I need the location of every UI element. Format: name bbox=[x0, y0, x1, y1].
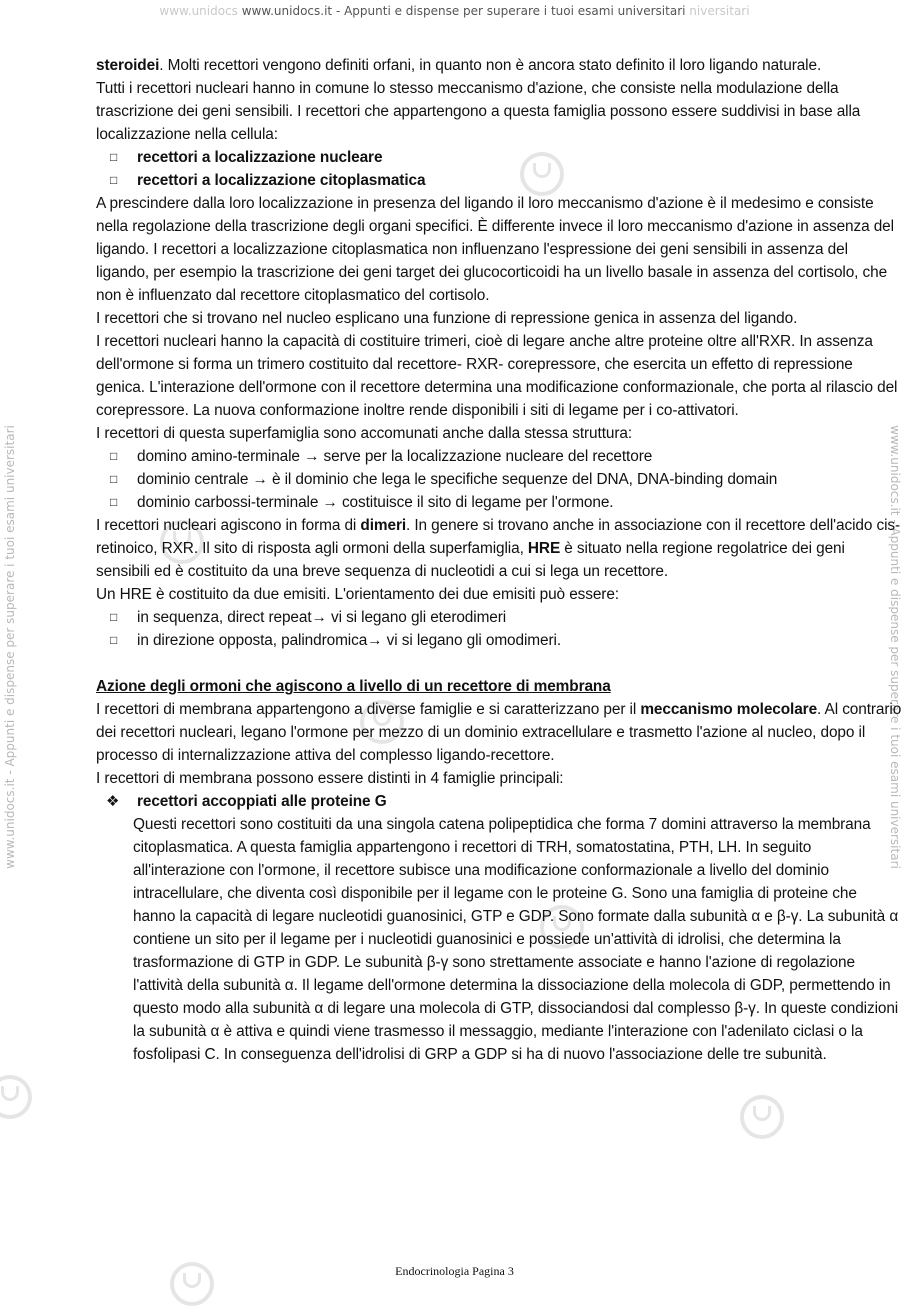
square-bullet-icon: □ bbox=[110, 449, 118, 463]
square-bullet-icon: □ bbox=[110, 472, 118, 486]
square-bullet-icon: □ bbox=[110, 150, 118, 164]
list-item: ❖ recettori accoppiati alle proteine G bbox=[96, 790, 902, 813]
watermark-ghost-left: www.unidocs bbox=[159, 4, 238, 18]
page-footer: Endocrinologia Pagina 3 bbox=[395, 1264, 514, 1278]
watermark-top bbox=[0, 4, 909, 18]
diamond-bullet-icon: ❖ bbox=[106, 793, 120, 810]
paragraph-2: Tutti i recettori nucleari hanno in comune lo stesso meccanismo d'azione, che consiste nella modulazione della trascrizione dei geni sensibili. I recettori che appartengono a questa famiglia possono essere suddivisi in base alla localizzazione nella cellula: bbox=[96, 80, 861, 143]
list-item: □ recettori a localizzazione nucleare bbox=[96, 146, 902, 169]
unidocs-logo-icon bbox=[0, 1075, 32, 1119]
watermark-right: www.unidocs.it - Appunti e dispense per superare i tuoi esami universitari bbox=[888, 425, 902, 869]
unidocs-logo-icon bbox=[740, 1095, 784, 1139]
section-heading: Azione degli ormoni che agiscono a livello di un recettore di membrana bbox=[96, 678, 611, 695]
square-bullet-icon: □ bbox=[110, 633, 118, 647]
watermark-text: www.unidocs.it - Appunti e dispense per superare i tuoi esami universitari bbox=[241, 4, 686, 18]
paragraph-11: Questi recettori sono costituiti da una singola catena polipeptidica che forma 7 domini attraverso la membrana citoplasmatica. A questa famiglia appartengono i recettori di TRH, somatostatina, PTH, LH. In seguito all'interazione con l'ormone, il recettore subisce una modificazione conformazionale a livello del dominio intracellulare, che diventa così disponibile per il legame con le proteine G. Sono una famiglia di proteine che hanno la capacità di legare nucleotidi guanosinici, GTP e GDP. Sono formate dalla subunità α e β-γ. La subunità α contiene un sito per il legame per i nucleotidi guanosinici e possiede un'attività di idrolisi, che determina la trasformazione di GTP in GDP. Le subunità β-γ sono strettamente associate e hanno l'azione di regolazione l'attività della subunità α. Il legame dell'ormone determina la dissociazione della molecola di GDP, permettendo in questo modo alla subunità α di legare una molecola di GTP, dissociandosi dal complesso β-γ. In queste condizioni la subunità α è attiva e quindi viene trasmesso il messaggio, mediante l'interazione con l'adenilato ciclasi o la fosfolipasi C. In conseguenza dell'idrolisi di GRP a GDP si ha di nuovo l'associazione delle tre subunità. bbox=[133, 816, 899, 1063]
square-bullet-icon: □ bbox=[110, 610, 118, 624]
paragraph-6: I recettori di questa superfamiglia sono accomunati anche dalla stessa struttura: bbox=[96, 425, 632, 442]
paragraph-3: A prescindere dalla loro localizzazione in presenza del ligando il loro meccanismo d'azione è il medesimo e consiste nella regolazione della trascrizione degli organi specifici. È differente invece il loro meccanismo d'azione in assenza del ligando. I recettori a localizzazione citoplasmatica non influenzano l'espressione dei geni sensibili in assenza del ligando, per esempio la trascrizione dei geni target dei glucocorticoidi ha un livello basale in assenza del cortisolo, che non è influenzato dal recettore citoplasmatico del cortisolo. bbox=[96, 195, 894, 304]
spacer bbox=[96, 652, 902, 675]
paragraph-1: steroidei. Molti recettori vengono definiti orfani, in quanto non è ancora stato definito il loro ligando naturale. bbox=[96, 57, 822, 74]
list-item: □ in sequenza, direct repeat→ vi si legano gli eterodimeri bbox=[96, 606, 902, 629]
paragraph-10: I recettori di membrana possono essere distinti in 4 famiglie principali: bbox=[96, 770, 564, 787]
paragraph-9: I recettori di membrana appartengono a diverse famiglie e si caratterizzano per il meccanismo molecolare. Al contrario dei recettori nucleari, legano l'ormone per mezzo di un dominio extracellulare e trasmetto l'azione al nucleo, dopo il processo di internalizzazione attiva del complesso ligando-recettore. bbox=[96, 701, 902, 764]
watermark-left: www.unidocs.it - Appunti e dispense per superare i tuoi esami universitari bbox=[3, 425, 17, 869]
list-item: □ recettori a localizzazione citoplasmatica bbox=[96, 169, 902, 192]
square-bullet-icon: □ bbox=[110, 495, 118, 509]
paragraph-7: I recettori nucleari agiscono in forma di dimeri. In genere si trovano anche in associazione con il recettore dell'acido cis-retinoico, RXR. Il sito di risposta agli ormoni della superfamiglia, HRE è situato nella regione regolatrice dei geni sensibili ed è costituito da una breve sequenza di nucleotidi a cui si lega un recettore. bbox=[96, 517, 901, 580]
list-item: □ dominio centrale → è il dominio che lega le specifiche sequenze del DNA, DNA-binding domain bbox=[96, 468, 902, 491]
list-item: □ in direzione opposta, palindromica→ vi si legano gli omodimeri. bbox=[96, 629, 902, 652]
list-item: □ dominio carbossi-terminale → costituisce il sito di legame per l'ormone. bbox=[96, 491, 902, 514]
watermark-ghost-right: niversitari bbox=[689, 4, 750, 18]
list-item: □ domino amino-terminale → serve per la localizzazione nucleare del recettore bbox=[96, 445, 902, 468]
paragraph-4: I recettori che si trovano nel nucleo esplicano una funzione di repressione genica in assenza del ligando. bbox=[96, 310, 798, 327]
document-body bbox=[96, 54, 902, 1066]
square-bullet-icon: □ bbox=[110, 173, 118, 187]
paragraph-5: I recettori nucleari hanno la capacità di costituire trimeri, cioè di legare anche altre proteine oltre all'RXR. In assenza dell'ormone si forma un trimero costituito dal recettore- RXR- corepressore, che esercita un effetto di repressione genica. L'interazione dell'ormone con il recettore determina una modificazione conformazionale, che porta al rilascio del corepressore. La nuova conformazione inoltre rende disponibili i siti di legame per i co-attivatori. bbox=[96, 333, 898, 419]
paragraph-8: Un HRE è costituito da due emisiti. L'orientamento dei due emisiti può essere: bbox=[96, 586, 619, 603]
